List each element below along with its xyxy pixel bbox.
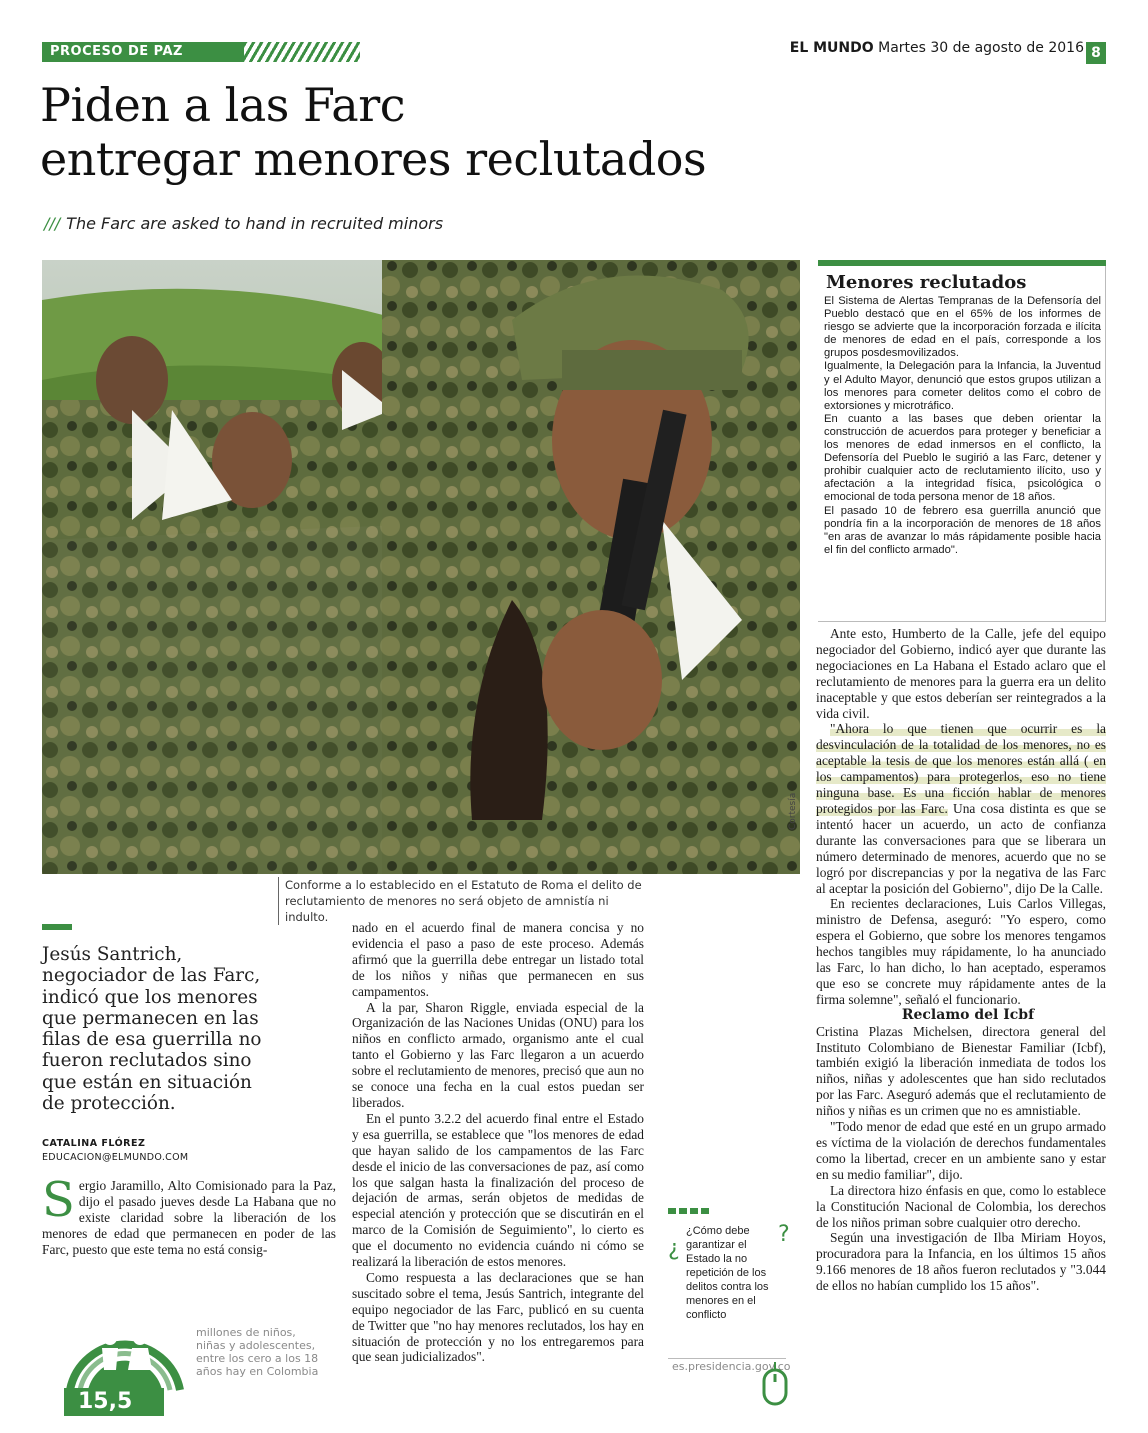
article-paragraph: La directora hizo énfasis en que, como lo establece la Constitución Nacional de Colombia, los derechos de los niños priman sobre cualquier otro derecho. [816, 1182, 1106, 1230]
article-column-2 [352, 920, 644, 1365]
article-paragraph: En recientes declaraciones, Luis Carlos Villegas, ministro de Defensa, aseguró: "Yo espero, como espera el Gobierno, que sobre los menores tengamos hechos tangibles muy rápidamente, lo ha anunciado las Farc, lo han dicho, lo han aceptado, esperamos que eso se concrete muy rápidamente antes de la firma solemne", señaló el funcionario. [816, 896, 1106, 1007]
byline-author: CATALINA FLÓREZ [42, 1138, 146, 1149]
section-tag-hatch [244, 42, 360, 62]
article-paragraph: Según una investigación de Ilba Miriam Hoyos, procuradora para la Infancia, en los últimos 15 años 9.166 menores de 18 años fueron reclutados y "3.044 de ellos no habían cumplido los 15 años". [816, 1230, 1106, 1294]
subtitle-text: The Farc are asked to hand in recruited minors [66, 214, 444, 233]
article-paragraph: Ante esto, Humberto de la Calle, jefe del equipo negociador del Gobierno, indicó ayer que durante las negociaciones en La Habana el Estado aclaro que el reclutamiento de menores para la guerra era un delito inaceptable y que estos deberían ser reintegrados a la vida civil. [816, 626, 1106, 721]
article-paragraph: En el punto 3.2.2 del acuerdo final entre el Estado y esa guerrilla, se establece que "los menores de edad que hayan salido de los campamentos de las Farc desde el inicio de las conversaciones de paz, así como los que salgan hasta la finalización del proceso de dejación de armas, serán objetos de medidas de especial atención y protección que se discutirán en el marco de la Comisión de Seguimiento", lo cierto es que el documento no evidencia cuándo ni cómo se realizará la liberación de estos menores. [352, 1110, 644, 1270]
infographic-text: millones de niños, niñas y adolescentes, entre los cero a los 18 años hay en Colombia [196, 1326, 319, 1378]
masthead [790, 40, 1084, 56]
article-column-3 [816, 626, 1106, 1294]
page-number: 8 [1086, 42, 1106, 64]
question-close-mark: ? [778, 1222, 790, 1247]
first-paragraph-text: ergio Jaramillo, Alto Comisionado para la Paz, dijo el pasado jueves desde La Habana que no existe claridad sobre la liberación de los menores de edad que permanecen en poder de las Farc, puesto que este tema no está consig- [42, 1178, 336, 1257]
pull-quote-accent [42, 924, 72, 930]
headline-line-1: Piden a las Farc [40, 78, 405, 132]
photo-credit: Cortesía [788, 792, 798, 830]
website-divider [668, 1358, 786, 1359]
article-paragraph: Cristina Plazas Michelsen, directora general del Instituto Colombiano de Bienestar Familiar (Icbf), también exigió la liberación inmediata de todos los niños, niñas y adolescentes que han sido reclutados por las Farc. Aseguró además que el reclutamiento de niños y niñas es un crimen que no es amnistiable. [816, 1023, 1106, 1119]
pull-quote: Jesús Santrich, negociador de las Farc, indicó que los menores que permanecen en las filas de esa guerrilla no fueron reclutados sino que están en situación de protección. [42, 944, 262, 1115]
news-photo [42, 260, 800, 874]
subtitle [44, 214, 443, 233]
sidebar-paragraph: En cuanto a las bases que deben orientar la construcción de acuerdos para proteger y beneficiar a los menores de edad inmersos en el conflicto, la Defensoría del Pueblo le sugirió a las Farc, detener y prohibir cualquier acto de reclutamiento ilícito, uso y afectación a la integridad física, psicológica o emocional de toda persona menor de 18 años. [824, 412, 1101, 504]
photo-soldiers [42, 260, 800, 874]
article-column-1 [42, 1172, 336, 1258]
headline-line-2: entregar menores reclutados [40, 132, 707, 186]
photo-caption: Conforme a lo establecido en el Estatuto de Roma el delito de reclutamiento de menores no será objeto de amnistía ni indulto. [278, 877, 655, 925]
question-open-mark: ¿ [668, 1236, 680, 1261]
article-paragraph [816, 721, 1106, 896]
mouse-icon [762, 1362, 788, 1410]
article-paragraph: nado en el acuerdo final de manera concisa y no evidencia el paso a paso de este proceso. Además afirmó que la guerrilla debe entregar un listado total de los niños y niñas que permanecen en sus campamentos. [352, 920, 644, 999]
question-text: ¿Cómo debe garantizar el Estado la no repetición de los delitos contra los menores en el conflicto [686, 1225, 769, 1321]
sidebar-box [818, 260, 1106, 622]
article-paragraph: "Todo menor de edad que esté en un grupo armado es víctima de la violación de derechos fundamentales como la libertad, crecer en un ambiente sano y estar en su medio familiar", dijo. [816, 1119, 1106, 1182]
sidebar-paragraph: Igualmente, la Delegación para la Infancia, la Juventud y el Adulto Mayor, denunció que estos grupos utilizan a los menores para cometer delitos como el cobro de extorsiones y microtráfico. [824, 360, 1101, 412]
quote-continuation: Una cosa distinta es que se intentó hacer un acuerdo, un acto de confianza durante las conversaciones para que se liberara un número determinado de menores, acuerdo que no se logró por discrepancias y por la negativa de las Farc al aceptar la posición del Gobierno", dijo De la Calle. [816, 800, 1106, 896]
subheading: Reclamo del Icbf [901, 1006, 1035, 1023]
article-paragraph: A la par, Sharon Riggle, enviada especial de la Organización de las Naciones Unidas (ONU) para los niños en conflicto armado, organismo ante el cual tanto el Gobierno y las Farc llegaron a un acuerdo sobre el reclutamiento de menores, precisó que aun no se conoce una fecha en la cual estos puedan ser liberados. [352, 999, 644, 1110]
headline [40, 78, 940, 186]
byline-email: EDUCACION@ELMUNDO.COM [42, 1152, 189, 1163]
question-box-bar [668, 1208, 710, 1214]
highlighted-quote: "Ahora lo que tienen que ocurrir es la desvinculación de la totalidad de los menores, no es aceptable la tesis de que los menores están allá ( en los campamentos) para protegerlos, eso no tiene ninguna base. Es una ficción hablar de menores protegidos por las Farc. [816, 721, 1106, 816]
issue-date: Martes 30 de agosto de 2016 [878, 40, 1084, 56]
drop-cap: S [42, 1172, 75, 1228]
infographic-value: 15,5 [78, 1389, 133, 1414]
newspaper-name: EL MUNDO [789, 40, 874, 56]
subtitle-slashes: /// [44, 214, 61, 233]
article-paragraph [42, 1172, 336, 1258]
sidebar-paragraph: El Sistema de Alertas Tempranas de la Defensoría del Pueblo destacó que en el 65% de los informes de riesgo se advierte que la incorporación forzada e ilícita de menores de edad en el país, corresponde a los grupos posdesmovilizados. [824, 295, 1101, 360]
sidebar-paragraph: El pasado 10 de febrero esa guerrilla anunció que pondría fin a la incorporación de menores de 18 años "en aras de avanzar lo más rápidamente posible hacia el fin del conflicto armado". [824, 504, 1101, 556]
article-paragraph: Como respuesta a las declaraciones que se han suscitado sobre el tema, Jesús Santrich, integrante del equipo negociador de las Farc, publicó en su cuenta de Twitter que "no hay menores reclutados, los hay en situación de protección y no los entregaremos para que sean judicializados". [352, 1269, 644, 1365]
sidebar-box-bar [818, 260, 1106, 266]
sidebar-box-title: Menores reclutados [826, 272, 1027, 293]
website-link[interactable]: es.presidencia.gov.co [672, 1360, 791, 1373]
infographic [60, 1290, 190, 1416]
section-tag: PROCESO DE PAZ [42, 42, 336, 62]
